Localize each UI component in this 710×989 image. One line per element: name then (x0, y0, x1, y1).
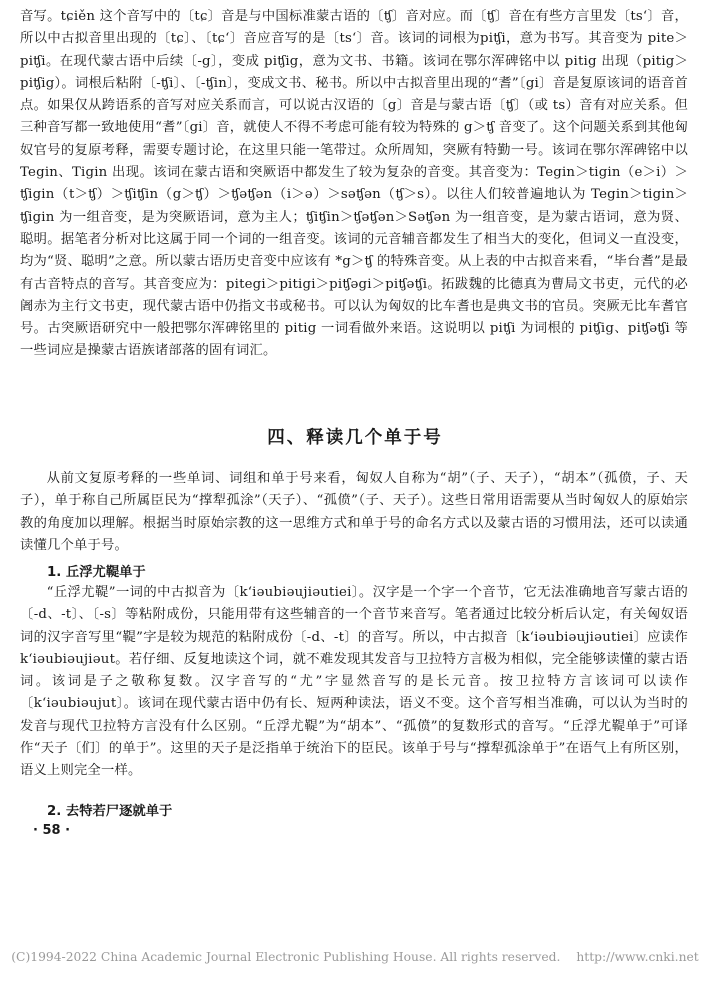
page-number: · 58 · (33, 823, 71, 838)
footer-url[interactable]: http://www.cnki.net (576, 950, 699, 964)
subsection-2-heading: 2. 去特若尸逐就单于 (47, 804, 173, 819)
subsection-1-heading: 1. 丘浮尤鞮单于 (47, 565, 146, 580)
footer (0, 950, 710, 964)
copyright-text: (C)1994-2022 China Academic Journal Electronic Publishing House. All rights reserved. (11, 950, 561, 964)
section-title: 四、释读几个单于号 (267, 428, 443, 448)
top-paragraph: 音写。tɕiěn 这个音写中的〔tɕ〕音是与中国标准蒙古语的〔ʧ〕音对应。而〔ʧ〕音在有些方言里发〔tsʻ〕音，所以中古拟音里出现的〔tɕ〕、〔tɕʻ〕音应音写的是〔tsʻ〕音。该词的词根为piʧi，意为书写。其音变为 pite＞piʧi。在现代蒙古语中后续〔-g〕，变成 piʧig，意为文书、书籍。该词在鄂尔浑碑铭中以 pitig 出现（pitig＞piʧig）。词根后粘附〔-ʧi〕、〔-ʧin〕，变成文书、秘书。所以中古拟音里出现的“耆”〔gi〕音是复原该词的语音首点。如果仅从跨语系的音写对应关系而言，可以说古汉语的〔g〕音是与蒙古语〔ʧ〕（或 ts）音有对应关系。但三种音写都一致地使用“耆”〔gi〕音，就使人不得不考虑可能有较为特殊的 g＞ʧ 音变了。这个问题关系到其他匈奴官号的复原考释，需要专题讨论，在这里只能一笔带过。众所周知，突厥有特勤一号。该词在鄂尔浑碑铭中以 Tegin、Tigin 出现。该词在蒙古语和突厥语中都发生了较为复杂的音变。其音变为：Tegin＞tigin（e＞i）＞ʧigin（t＞ʧ）＞ʧiʧin（g＞ʧ）＞ʧəʧən（i＞ə）＞səʧən（ʧ＞s）。以往人们较普遍地认为 Tegin＞tigin＞ʧigin 为一组音变，是为突厥语词，意为主人；ʧiʧin＞ʧəʧən＞Səʧən 为一组音变，是为蒙古语词，意为贤、聪明。据笔者分析对比这属于同一个词的一组音变。该词的元音辅音都发生了相当大的变化，但词义一直没变，均为“贤、聪明”之意。所以蒙古语历史音变中应该有 *g＞ʧ 的特殊音变。从上表的中古拟音来看，“毕台耆”是最有古音特点的音写。其音变应为：pitegi＞pitigi＞piʧəgi＞piʧəʧi。拓跋魏的比德真为曹局文书吏，元代的必阇赤为主行文书吏，现代蒙古语中仍指文书或秘书。可以认为匈奴的比车耆也是典文书的官员。突厥无比车耆官号。古突厥语研究中一般把鄂尔浑碑铭里的 pitig 一词看做外来语。这说明以 piʧi 为词根的 piʧig、piʧəʧi 等一些词应是操蒙古语族诸部落的固有词汇。 (20, 9, 688, 359)
intro-paragraph: 从前文复原考释的一些单词、词组和单于号来看，匈奴人自称为“胡”（子、天子），“胡本”（孤偾，子、天子），单于称自己所属臣民为“撑犁孤涂”（天子）、“孤偾”（子、天子）。这些日常用语需要从当时匈奴人的原始宗教的角度加以理解。根据当时原始宗教的这一思维方式和单于号的命名方式以及蒙古语的习惯用法，还可以读通读懂几个单于号。 (20, 471, 688, 553)
subsection-1-paragraph: “丘浮尤鞮”一词的中古拟音为〔kʻiəubiəujiəutiei〕。汉字是一个字一个音节，它无法准确地音写蒙古语的〔-d、-t〕、〔-s〕等粘附成份，只能用带有这些辅音的一个音节来音写。笔者通过比较分析后认定，有关匈奴语词的汉字音写里“鞮”字是较为规范的粘附成份〔-d、-t〕的音写。所以，中古拟音〔kʻiəubiəujiəutiei〕应读作 kʻiəubiəujiəut。若仔细、反复地读这个词，就不难发现其发音与卫拉特方言极为相似，完全能够读懂的蒙古语词。该词是子之敬称复数。汉字音写的“尤”字显然音写的是长元音。按卫拉特方言该词可以读作〔kʻiəubiəujut〕。该词在现代蒙古语中仍有长、短两种读法，语义不变。这个音写相当准确，可以认为当时的发音与现代卫拉特方言没有什么区别。“丘浮尤鞮”为“胡本”、“孤偾”的复数形式的音写。“丘浮尤鞮单于”可译作“天子〔们〕的单于”。这里的天子是泛指单于统治下的臣民。该单于号与“撑犁孤涂单于”在语气上有所区别，语义上则完全一样。 (20, 585, 688, 779)
